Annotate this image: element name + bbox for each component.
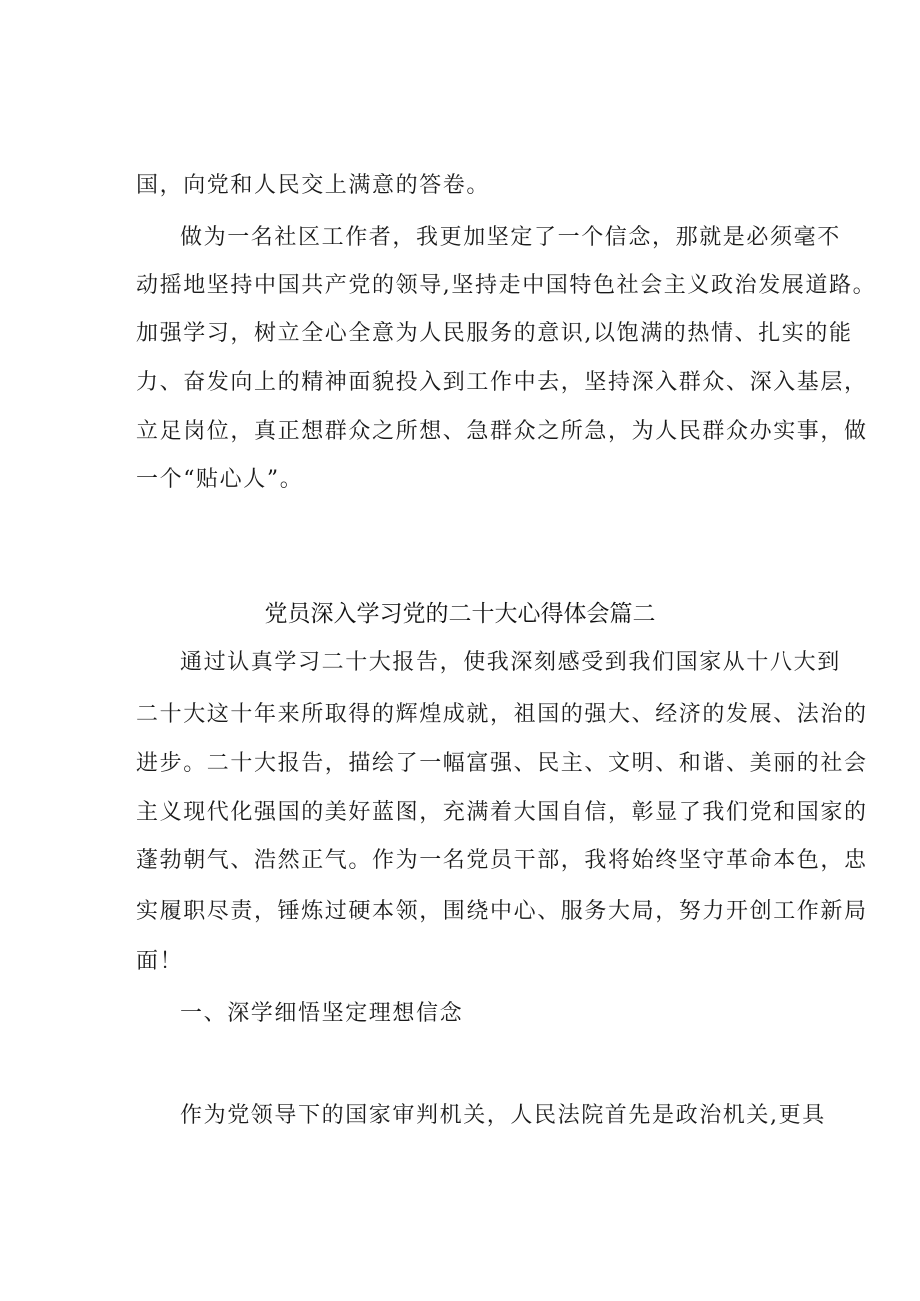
paragraph-line: 蓬勃朝气、浩然正气。作为一名党员干部，我将始终坚守革命本色，忠 <box>136 848 868 873</box>
paragraph-line: 国，向党和人民交上满意的答卷。 <box>136 173 491 198</box>
paragraph-line: 作为党领导下的国家审判机关，人民法院首先是政治机关,更具 <box>180 1103 826 1128</box>
paragraph-line: 进步。二十大报告，描绘了一幅富强、民主、文明、和谐、美丽的社会 <box>136 751 868 776</box>
paragraph-line: 加强学习，树立全心全意为人民服务的意识,以饱满的热情、扎实的能 <box>136 321 853 346</box>
paragraph-line: 二十大这十年来所取得的辉煌成就，祖国的强大、经济的发展、法治的 <box>136 702 868 727</box>
paragraph-line: 一个“贴心人”。 <box>136 467 304 492</box>
paragraph-line: 做为一名社区工作者，我更加坚定了一个信念，那就是必须毫不 <box>180 225 841 250</box>
subsection-heading: 一、深学细悟坚定理想信念 <box>180 1001 464 1026</box>
paragraph-line: 通过认真学习二十大报告，使我深刻感受到我们国家从十八大到 <box>180 650 841 675</box>
paragraph-line: 立足岗位，真正想群众之所想、急群众之所急，为人民群众办实事，做 <box>136 419 868 444</box>
paragraph-line: 实履职尽责，锤炼过硬本领，围绕中心、服务大局，努力开创工作新局 <box>136 899 868 924</box>
paragraph-line: 力、奋发向上的精神面貌投入到工作中去，坚持深入群众、深入基层， <box>136 370 868 395</box>
paragraph-line: 动摇地坚持中国共产党的领导,坚持走中国特色社会主义政治发展道路。 <box>136 273 877 298</box>
paragraph-line: 主义现代化强国的美好蓝图，充满着大国自信，彰显了我们党和国家的 <box>136 800 868 825</box>
section-title: 党员深入学习党的二十大心得体会篇二 <box>264 601 656 627</box>
paragraph-line: 面！ <box>136 949 184 974</box>
